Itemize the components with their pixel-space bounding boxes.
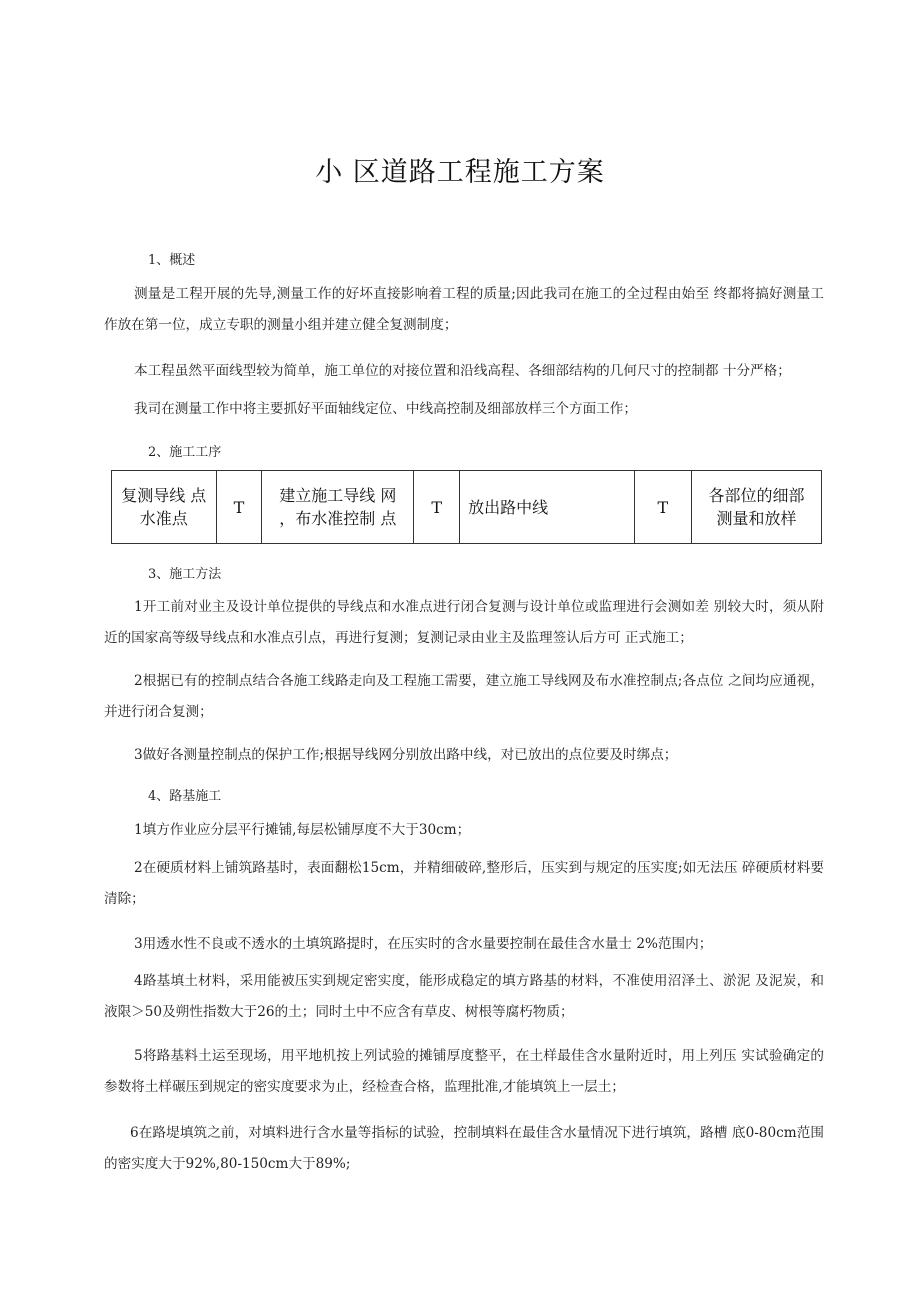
flow-arrow: T [634,471,691,544]
procedure-flow-table [111,470,822,544]
cell-text: 复测导线 点 [121,486,207,505]
section-heading-overview: 1、概述 [148,253,196,268]
table-row [112,471,822,544]
document-title: 小 区道路工程施工方案 [315,157,605,188]
paragraph: 4路基填土材料，采用能被压实到规定密实度，能形成稳定的填方路基的材料，不准使用沼泽土、淤泥 及泥炭，和液限＞50及朔性指数大于26的土；同时土中不应含有草皮、树根等腐朽物质； [104,973,824,1020]
paragraph: 6在路堤填筑之前，对填料进行含水量等指标的试验，控制填料在最佳含水量情况下进行填筑，路槽 底0-80cm范围的密实度大于92%,80-150cm大于89%; [104,1125,824,1172]
paragraph: 本工程虽然平面线型较为简单，施工单位的对接位置和沿线高程、各细部结构的几何尺寸的控制都 十分严格； [134,363,791,379]
paragraph: 2根据已有的控制点结合各施工线路走向及工程施工需要，建立施工导线网及布水准控制点;各点位 之间均应通视，并进行闭合复测； [104,673,824,720]
cell-text: ，布水准控制 点 [279,509,397,528]
section-heading-subgrade: 4、路基施工 [148,789,222,804]
cell-text: 水准点 [139,509,188,528]
paragraph: 测量是工程开展的先导,测量工作的好坏直接影响着工程的质量;因此我司在施工的全过程由始至 终都将搞好测量工作放在第一位，成立专职的测量小组并建立健全复测制度； [104,286,824,333]
cell-text: 建立施工导线 网 [279,486,397,505]
flow-step-detail-survey [692,471,822,544]
section-heading-method: 3、施工方法 [148,567,222,582]
flow-step-recheck [112,471,217,544]
paragraph: 3做好各测量控制点的保护工作;根据导线网分别放出路中线，对已放出的点位要及时绑点； [134,747,678,763]
paragraph: 5将路基料土运至现场，用平地机按上列试验的摊铺厚度整平，在土样最佳含水量附近时，用上列压 实试验确定的参数将土样碾压到规定的密实度要求为止，经检查合格，监理批准,才能填筑上一层土； [104,1048,824,1095]
flow-arrow: T [216,471,262,544]
cell-text: 测量和放样 [716,509,797,528]
flow-step-control-network [262,471,414,544]
paragraph: 3用透水性不良或不透水的土填筑路提时，在压实时的含水量要控制在最佳含水量士 2%范围内； [134,936,713,952]
paragraph: 我司在测量工作中将主要抓好平面轴线定位、中线高控制及细部放样三个方面工作； [134,401,637,417]
flow-step-centerline: 放出路中线 [460,471,635,544]
section-heading-procedure: 2、施工工序 [148,445,222,460]
paragraph: 1填方作业应分层平行摊铺,每层松铺厚度不大于30cm； [134,822,471,838]
flow-arrow: T [414,471,460,544]
paragraph: 1开工前对业主及设计单位提供的导线点和水准点进行闭合复测与设计单位或监理进行会测如差 别较大时，须从附近的国家高等级导线点和水准点引点，再进行复测；复测记录由业主及监理签认后方可 正式施工； [104,599,824,646]
cell-text: 各部位的细部 [708,486,805,505]
paragraph: 2在硬质材料上铺筑路基时，表面翻松15cm，并精细破碎,整形后，压实到与规定的压实度;如无法压 碎硬质材料要清除； [104,860,824,907]
